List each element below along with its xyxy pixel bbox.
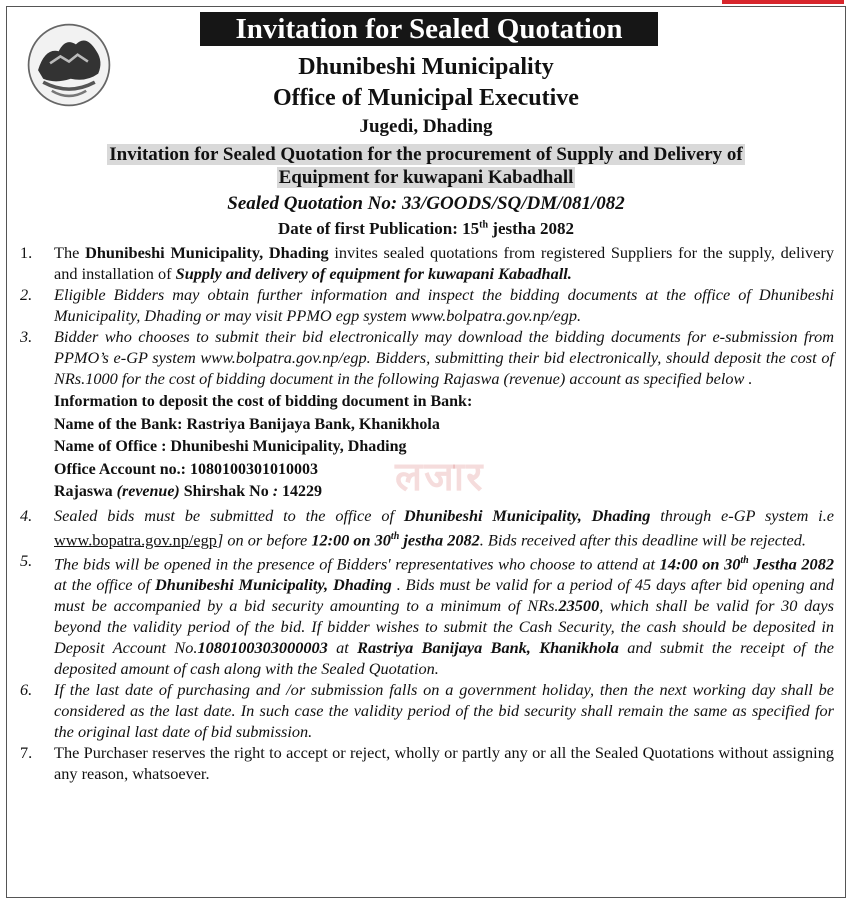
item-bold: Dhunibeshi Municipality, Dhading — [155, 575, 392, 595]
item-text: Bidder who chooses to submit their bid electronically may download the bidding documents for e-submission from PPMO’s e-GP system www.bolpatra.gov.np/egp. Bidders, submitting their bid electronically, should deposit the cost of NRs.1000 for the cost of bidding document in the following Rajaswa (revenue) account as specified below . — [54, 327, 834, 388]
item-number: 1. — [20, 243, 33, 262]
item-text: at the office of — [54, 575, 156, 595]
rajaswa-num: 14229 — [278, 483, 323, 500]
subject-line-1-text: Invitation for Sealed Quotation for the procurement of Supply and Delivery of — [109, 144, 743, 165]
item-bold: 1080100303000003 — [197, 638, 328, 658]
item-number: 6. — [20, 680, 33, 700]
list-item — [14, 242, 834, 284]
quotation-number: Sealed Quotation No: 33/GOODS/SQ/DM/081/082 — [227, 193, 625, 214]
item-text: ] on or before — [216, 529, 312, 549]
egp-link[interactable]: www.bopatra.gov.np/egp — [54, 529, 217, 549]
item-text: Eligible Bidders may obtain further information and inspect the bidding documents at the office of Dhunibeshi Municipality, Dhading or may visit PPMO egp system www.bolpatra.gov.np/egp. — [54, 285, 834, 325]
notice-items — [14, 242, 834, 784]
item-sup: th — [390, 530, 400, 542]
item-bold: Rastriya Banijaya Bank, Khanikhola — [357, 638, 619, 658]
rajaswa-mid: (revenue) — [116, 483, 180, 500]
publication-suffix: jestha 2082 — [488, 219, 574, 238]
bank-name: Name of the Bank: Rastriya Banijaya Bank, Khanikhola — [54, 415, 440, 433]
item-number: 4. — [20, 505, 33, 525]
office-name-line: Name of Office : Dhunibeshi Municipality, Dhading — [54, 438, 407, 455]
item-text: If the last date of purchasing and /or submission falls on a government holiday, then the next working day shall be considered as the last date. In such case the validity period of the bid security shall remain the same as specified for the original last date of bid submission. — [54, 680, 834, 742]
item-text: . Bids must be valid for a period of 45 days after bid opening and must be accompanied by a bid security amounting to a minimum of NRs. — [54, 575, 834, 616]
item-bold: Dhunibeshi Municipality, Dhading — [403, 505, 651, 525]
item-text: at — [327, 638, 358, 658]
item-bold: jestha 2082 — [399, 529, 480, 549]
list-item — [14, 284, 834, 326]
item-bold: 14:00 on 30 — [659, 554, 741, 574]
bank-info-heading: Information to deposit the cost of bidding document in Bank: — [54, 393, 473, 410]
list-item — [14, 550, 834, 679]
rajaswa-post: Shirshak No — [179, 483, 273, 500]
list-item — [14, 505, 834, 550]
corner-tab — [722, 0, 844, 4]
item-text: Sealed bids must be submitted to the office of — [54, 505, 404, 525]
item-number: 5. — [20, 550, 33, 570]
rajaswa-colon: : — [272, 483, 279, 500]
rajaswa-line — [54, 481, 834, 504]
subject-line-2 — [0, 167, 852, 189]
office-name: Office of Municipal Executive — [273, 85, 579, 111]
list-item — [14, 679, 834, 742]
office-account: Office Account no.: 1080100301010003 — [54, 460, 318, 478]
org-name: Dhunibeshi Municipality — [298, 54, 554, 80]
item-text: and submit the receipt of the deposited amount of cash along with the Sealed Quotation. — [54, 638, 834, 679]
office-location: Jugedi, Dhading — [359, 116, 493, 137]
item-text: The Purchaser reserves the right to accept or reject, wholly or partly any or all the Sealed Quotations without assigning any reason, whatsoever. — [54, 743, 834, 784]
subject-line-2-text: Equipment for kuwapani Kabadhall — [278, 167, 574, 188]
item-text: , which shall be valid for 30 days beyond the validity period of the bid. If bidder wishes to submit the Cash Security, the cash should be deposited in Deposit Account No. — [54, 596, 834, 658]
item-bold: Jestha 2082 — [748, 554, 834, 574]
publication-date — [0, 219, 852, 239]
banner-title: Invitation for Sealed Quotation — [200, 12, 658, 46]
item-sup: th — [740, 554, 749, 566]
item-number: 3. — [20, 327, 33, 346]
item-bold-italic: Supply and delivery of equipment for kuwapani Kabadhall. — [175, 264, 572, 283]
list-item — [14, 326, 834, 389]
item-text: . Bids received after this deadline will be rejected. — [479, 529, 806, 549]
item-number: 2. — [20, 285, 33, 304]
item-text: invites sealed quotations from registered Suppliers for the supply, delivery and installation of — [54, 243, 834, 283]
subject-line-1 — [0, 144, 852, 166]
item-number: 7. — [20, 743, 33, 763]
item-text: through e-GP system i.e — [650, 505, 834, 525]
item-bold: 23500 — [558, 596, 600, 616]
item-bold: Dhunibeshi Municipality, Dhading — [85, 243, 329, 262]
item-text: The bids will be opened in the presence of Bidders' representatives who choose to attend at — [54, 554, 660, 574]
rajaswa-pre: Rajaswa — [54, 483, 117, 500]
publication-prefix: Date of first Publication: 15 — [278, 219, 480, 238]
watermark-text: लजार — [395, 454, 485, 500]
bank-info — [14, 391, 834, 504]
item-bold: 12:00 on 30 — [311, 529, 391, 549]
list-item — [14, 742, 834, 784]
item-text: The — [54, 243, 86, 262]
publication-sup: th — [479, 219, 489, 231]
